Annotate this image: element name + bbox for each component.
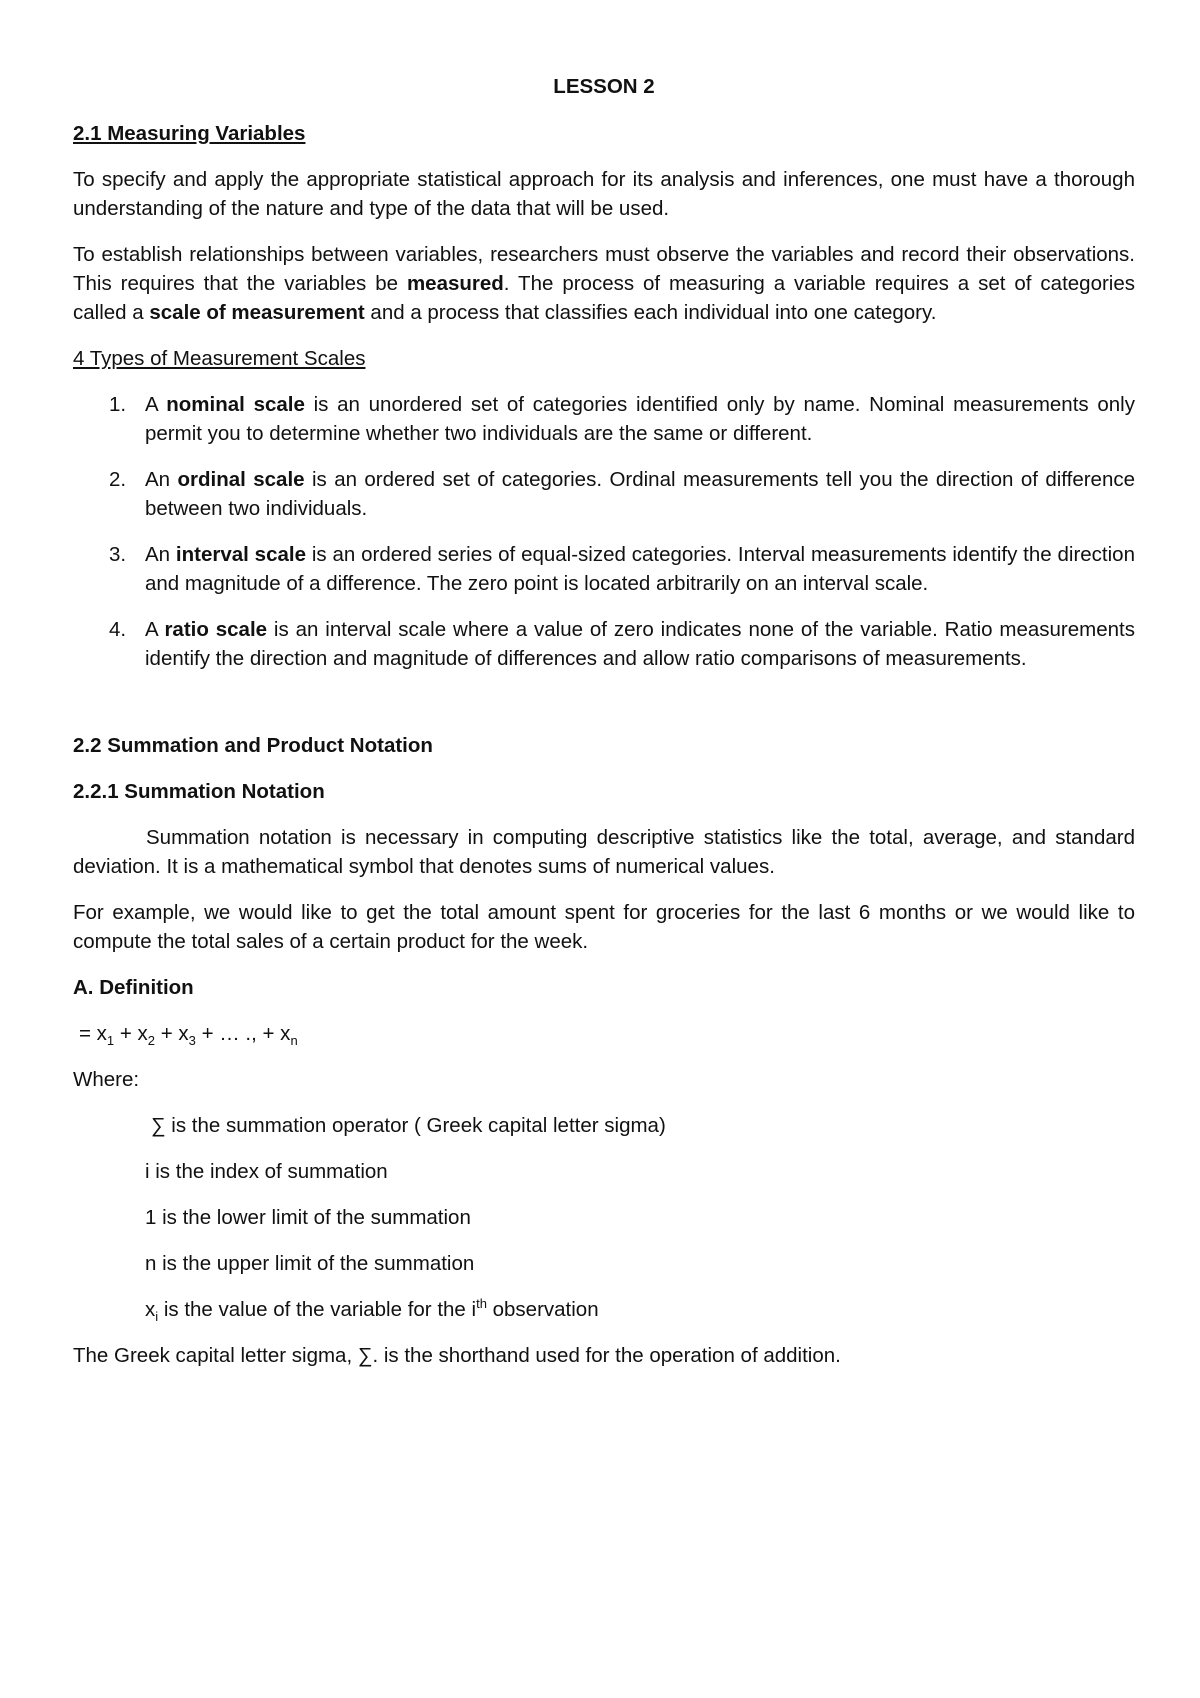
section-heading-measuring-variables: 2.1 Measuring Variables [73, 122, 306, 145]
bold-term: ratio scale [164, 618, 268, 641]
text-run: An [145, 468, 178, 491]
text-run: is an unordered set of categories identified only by name. Nominal measurements only permit you to determine whether two individuals are the same or different. [145, 393, 1135, 445]
formula-subscript: 1 [106, 1033, 115, 1049]
text-run: To establish relationships between variables, researchers must observe the variables and record their observations. This requires that the variables be [73, 243, 1135, 295]
text-run: x [145, 1298, 156, 1321]
scale-list [73, 390, 1135, 673]
formula-part: = x [79, 1022, 107, 1045]
types-heading: 4 Types of Measurement Scales [73, 347, 366, 370]
list-number: 4. [109, 618, 127, 641]
bold-term-scale-of-measurement: scale of measurement [149, 301, 365, 324]
where-item-lower-limit: 1 is the lower limit of the summation [145, 1206, 471, 1229]
formula-subscript: 2 [147, 1033, 156, 1049]
text-run: and a process that classifies each individual into one category. [364, 301, 937, 324]
where-item-upper-limit: n is the upper limit of the summation [145, 1252, 475, 1275]
list-number: 2. [109, 468, 127, 491]
list-number: 1. [109, 393, 127, 416]
text-run: A [145, 393, 167, 416]
paragraph-relationships [73, 240, 1135, 327]
list-item-ratio [73, 615, 1135, 673]
paragraph-intro: To specify and apply the appropriate statistical approach for its analysis and inferences, one must have a thorough understanding of the nature and type of the data that will be used. [73, 168, 1135, 220]
bold-term: interval scale [175, 543, 306, 566]
formula-part: + … ., + x [195, 1022, 291, 1045]
formula-subscript: n [290, 1033, 298, 1049]
paragraph-summation-intro: Summation notation is necessary in computing descriptive statistics like the total, average, and standard deviation. It is a mathematical symbol that denotes sums of numerical values. [73, 826, 1135, 878]
where-label: Where: [73, 1068, 140, 1091]
section-heading-summation-product: 2.2 Summation and Product Notation [73, 734, 433, 757]
text-run: is an interval scale where a value of zero indicates none of the variable. Ratio measurements identify the direction and magnitude of differences and allow ratio comparisons of measurements. [145, 618, 1135, 670]
text-run: is the value of the variable for the i [158, 1298, 477, 1321]
where-item-sigma: ∑ is the summation operator ( Greek capital letter sigma) [151, 1114, 666, 1137]
text-run: is an ordered set of categories. Ordinal measurements tell you the direction of difference between two individuals. [145, 468, 1135, 520]
page-content [73, 72, 1135, 1387]
formula-subscript: 3 [188, 1033, 196, 1049]
spacer [73, 690, 1135, 731]
paragraph-example: For example, we would like to get the total amount spent for groceries for the last 6 months or we would like to compute the total sales of a certain product for the week. [73, 901, 1135, 953]
list-item-interval [73, 540, 1135, 598]
text-run: . The process of measuring a variable requires a set of categories called a [73, 272, 1135, 324]
subscript: i [155, 1309, 159, 1325]
bold-term: ordinal scale [177, 468, 305, 491]
bold-term-measured: measured [406, 272, 504, 295]
summation-formula [79, 1019, 1135, 1048]
superscript: th [476, 1296, 487, 1312]
bold-term: nominal scale [166, 393, 305, 416]
formula-part: + x [114, 1022, 148, 1045]
where-item-index: i is the index of summation [145, 1160, 388, 1183]
list-item-ordinal [73, 465, 1135, 523]
where-item-xi [145, 1295, 1135, 1324]
subsection-heading-summation: 2.2.1 Summation Notation [73, 780, 325, 803]
lesson-title: LESSON 2 [553, 75, 655, 98]
text-run: is an ordered series of equal-sized categories. Interval measurements identify the direction and magnitude of a difference. The zero point is located arbitrarily on an interval scale. [145, 543, 1135, 595]
paragraph-sigma-shorthand: The Greek capital letter sigma, ∑. is the shorthand used for the operation of addition. [73, 1344, 841, 1367]
text-run: A [145, 618, 165, 641]
list-item-nominal [73, 390, 1135, 448]
text-run: observation [486, 1298, 599, 1321]
text-run: An [145, 543, 176, 566]
definition-heading: A. Definition [73, 976, 194, 999]
formula-part: + x [155, 1022, 189, 1045]
list-number: 3. [109, 543, 127, 566]
